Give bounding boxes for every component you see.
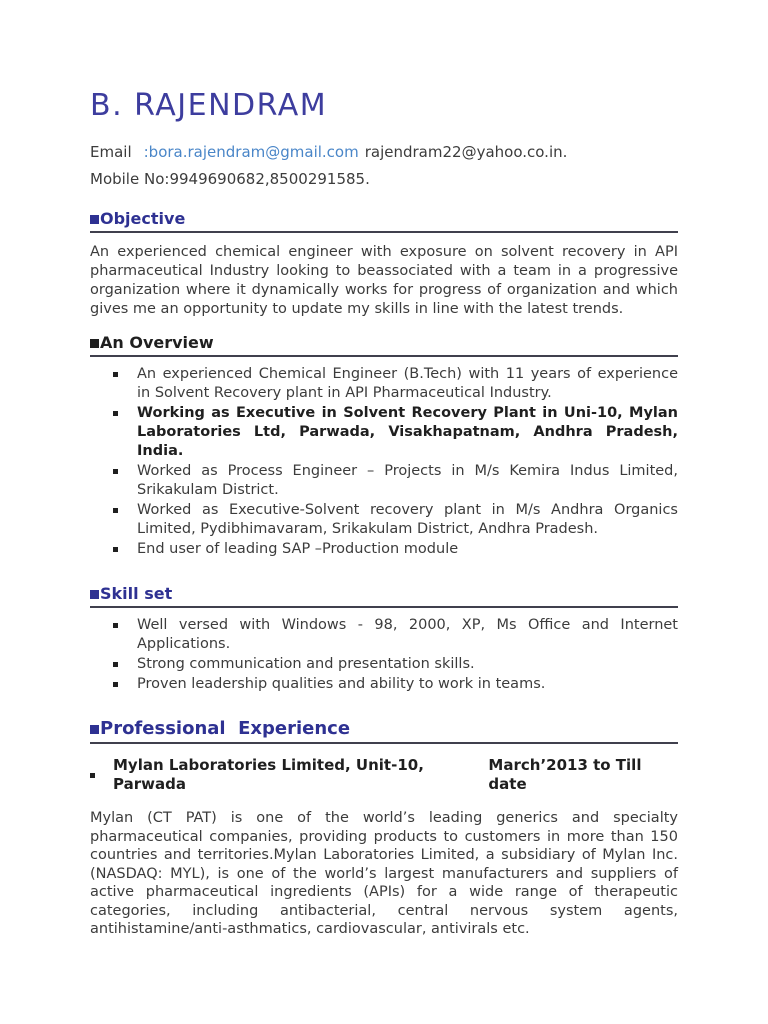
skill-set-heading <box>90 585 678 608</box>
objective-heading-label: Objective <box>100 209 186 228</box>
overview-bullet-text: End user of leading SAP –Production module <box>137 541 459 557</box>
section-skill-set <box>90 585 678 694</box>
overview-bullet-text: Working as Executive in Solvent Recovery Plant in Uni-10, Mylan Laboratories Ltd, Parwada, Visakhapatnam, Andhra Pradesh, India. <box>137 405 678 459</box>
objective-heading <box>90 210 678 233</box>
section-professional-experience <box>90 718 678 939</box>
overview-list <box>113 365 678 559</box>
mobile-label: Mobile No: <box>90 170 170 188</box>
employment-dates: March’2013 to Till date <box>488 756 642 793</box>
bullet-square-icon <box>113 372 118 377</box>
overview-bullet <box>113 404 678 461</box>
email-label: Email <box>90 143 132 161</box>
bullet-square-icon <box>90 773 95 778</box>
email-line <box>90 144 678 161</box>
skill-list <box>113 616 678 694</box>
employer-name: Mylan Laboratories Limited, Unit-10, Parwada <box>113 756 424 793</box>
objective-paragraph: An experienced chemical engineer with exposure on solvent recovery in API pharmaceutical Industry looking to beassociated with a team in a progressive organization where it dynamically works for progress of organization and which gives me an opportunity to update my skills in line with the latest trends. <box>90 244 678 317</box>
overview-bullet-text: Worked as Executive-Solvent recovery plant in M/s Andhra Organics Limited, Pydibhimavaram, Srikakulam District, Andhra Pradesh. <box>137 502 678 537</box>
bullet-square-icon <box>113 547 118 552</box>
overview-bullet <box>113 540 678 559</box>
overview-bullet <box>113 501 678 539</box>
skill-bullet-text: Proven leadership qualities and ability to work in teams. <box>137 676 546 692</box>
square-bullet-icon <box>90 339 99 348</box>
skill-bullet-text: Strong communication and presentation skills. <box>137 656 475 672</box>
overview-bullet <box>113 462 678 500</box>
skill-bullet <box>113 655 678 674</box>
bullet-square-icon <box>113 662 118 667</box>
square-bullet-icon <box>90 590 99 599</box>
bullet-square-icon <box>113 469 118 474</box>
section-overview <box>90 334 678 559</box>
bullet-square-icon <box>113 508 118 513</box>
skill-bullet <box>113 616 678 654</box>
skill-bullet <box>113 675 678 694</box>
overview-heading <box>90 334 678 357</box>
square-bullet-icon <box>90 725 99 734</box>
page-title: B. RAJENDRAM <box>90 88 328 123</box>
secondary-email: rajendram22@yahoo.co.in. <box>364 143 568 161</box>
square-bullet-icon <box>90 215 99 224</box>
bullet-square-icon <box>113 623 118 628</box>
bullet-square-icon <box>113 411 118 416</box>
overview-bullet-text: An experienced Chemical Engineer (B.Tech) with 11 years of experience in Solvent Recovery plant in API Pharmaceutical Industry. <box>137 366 678 401</box>
section-objective <box>90 210 678 319</box>
mobile-line <box>90 171 678 188</box>
skill-bullet-text: Well versed with Windows - 98, 2000, XP, Ms Office and Internet Applications. <box>137 617 678 652</box>
professional-experience-heading-label: Professional Experience <box>100 718 351 739</box>
experience-paragraph: Mylan (CT PAT) is one of the world’s leading generics and specialty pharmaceutical companies, providing products to customers in more than 150 countries and territories.Mylan Laboratories Limited, a subsidiary of Mylan Inc. (NASDAQ: MYL), is one of the world’s largest manufacturers and suppliers of active pharmaceutical ingredients (APIs) for a wide range of therapeutic categories, including antibacterial, central nervous system agents, antihistamine/anti-asthmatics, cardiovascular, antivirals etc. <box>90 810 678 937</box>
bullet-square-icon <box>113 682 118 687</box>
mobile-numbers: 9949690682,8500291585. <box>169 170 370 188</box>
professional-experience-heading <box>90 718 678 744</box>
gmail-email-link[interactable]: :bora.rajendram@gmail.com <box>143 143 359 161</box>
overview-bullet-text: Worked as Process Engineer – Projects in M/s Kemira Indus Limited, Srikakulam District. <box>137 463 678 498</box>
skill-set-heading-label: Skill set <box>100 584 173 603</box>
overview-bullet <box>113 365 678 403</box>
overview-heading-label: An Overview <box>100 333 214 352</box>
experience-entry <box>90 756 678 794</box>
